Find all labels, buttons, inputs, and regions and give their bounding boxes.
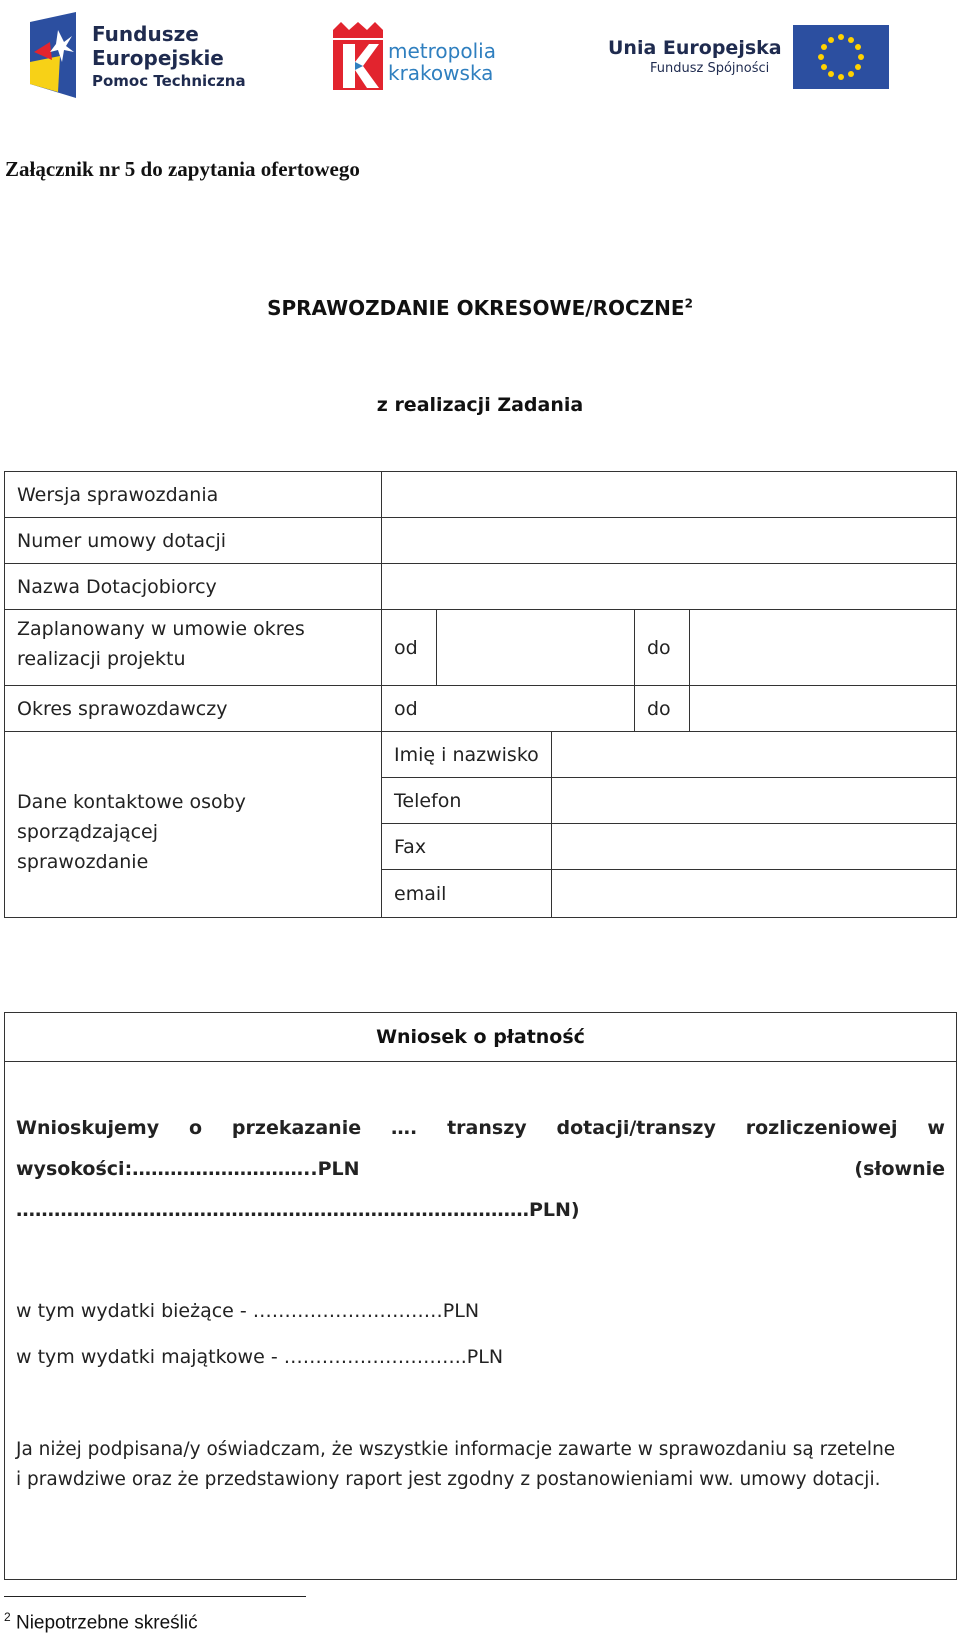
amount-in-words-field[interactable]: ………………………………………………………………………PLN) xyxy=(16,1199,580,1221)
fundusze-europejskie-logo-icon xyxy=(28,12,78,98)
name-label: Imię i nazwisko xyxy=(381,731,552,778)
beneficiary-value[interactable] xyxy=(381,563,957,610)
fax-label: Fax xyxy=(381,823,552,870)
unia-line1: Unia Europejska xyxy=(608,37,782,59)
planned-to-label: do xyxy=(634,609,690,686)
declaration-line1: Ja niżej podpisana/y oświadczam, że wszystkie informacje zawarte w sprawozdaniu są rzetelne xyxy=(16,1439,896,1460)
word: w xyxy=(927,1117,945,1139)
planned-period-line2: realizacji projektu xyxy=(17,648,186,670)
word: przekazanie xyxy=(231,1117,362,1139)
contract-no-value[interactable] xyxy=(381,517,957,564)
attachment-title: Załącznik nr 5 do zapytania ofertowego xyxy=(5,157,360,181)
footnote-text: Niepotrzebne skreślić xyxy=(15,1612,198,1634)
logo-bar xyxy=(0,0,960,110)
fundusze-line2: Europejskie xyxy=(92,46,224,70)
beneficiary-label: Nazwa Dotacjobiorcy xyxy=(4,563,382,610)
unia-line2: Fundusz Spójności xyxy=(650,61,770,76)
report-to-value[interactable] xyxy=(689,685,957,732)
planned-from-value[interactable] xyxy=(436,609,635,686)
report-from-label: od xyxy=(381,685,635,732)
planned-period-line1: Zaplanowany w umowie okres xyxy=(17,618,305,640)
declaration xyxy=(16,1435,945,1495)
version-label: Wersja sprawozdania xyxy=(4,471,382,518)
payment-section xyxy=(4,1012,957,1580)
report-subtitle: z realizacji Zadania xyxy=(376,394,584,416)
in-words-label: (słownie xyxy=(854,1158,945,1180)
metropolia-line2: krakowska xyxy=(388,61,494,85)
contact-label xyxy=(4,731,382,918)
fundusze-line1: Fundusze xyxy=(92,22,199,46)
contact-line1: Dane kontaktowe osoby sporządzającej xyxy=(17,791,246,843)
footnote-ref: 2 xyxy=(684,296,693,311)
phone-value[interactable] xyxy=(551,777,957,824)
word: Wnioskujemy xyxy=(16,1117,160,1139)
metropolia-line1: metropolia xyxy=(388,39,496,63)
word: …. xyxy=(390,1117,418,1139)
report-title-text: SPRAWOZDANIE OKRESOWE/ROCZNE xyxy=(267,296,685,320)
metropolia-krakowska-logo-icon xyxy=(333,22,383,90)
phone-label: Telefon xyxy=(381,777,552,824)
word: transzy xyxy=(447,1117,527,1139)
contact-line2: sprawozdanie xyxy=(17,851,149,873)
capital-expenses-line[interactable]: w tym wydatki majątkowe - ………………………..PLN xyxy=(16,1346,504,1368)
planned-to-value[interactable] xyxy=(689,609,957,686)
email-value[interactable] xyxy=(551,869,957,918)
footnote-rule xyxy=(4,1596,306,1597)
payment-heading: Wniosek o płatność xyxy=(5,1013,956,1062)
word: o xyxy=(188,1117,203,1139)
email-label: email xyxy=(381,869,552,918)
amount-field[interactable]: wysokości:………………………..PLN xyxy=(16,1158,360,1180)
eu-flag-icon xyxy=(793,25,889,89)
planned-period-label xyxy=(4,609,382,686)
word: rozliczeniowej xyxy=(745,1117,898,1139)
fundusze-line3: Pomoc Techniczna xyxy=(92,72,246,90)
fax-value[interactable] xyxy=(551,823,957,870)
fundusze-logo-text xyxy=(92,22,246,92)
payment-amount-line xyxy=(16,1158,945,1180)
contract-no-label: Numer umowy dotacji xyxy=(4,517,382,564)
name-value[interactable] xyxy=(551,731,957,778)
payment-request-line xyxy=(16,1117,945,1139)
declaration-line2: i prawdziwe oraz że przedstawiony raport jest zgodny z postanowieniami ww. umowy dotacji. xyxy=(16,1469,881,1490)
word: dotacji/transzy xyxy=(556,1117,716,1139)
planned-from-label: od xyxy=(381,609,437,686)
report-title xyxy=(0,296,960,320)
current-expenses-line[interactable]: w tym wydatki bieżące - …………………………PLN xyxy=(16,1300,480,1322)
footnote-number: 2 xyxy=(4,1610,11,1624)
unia-logo-text xyxy=(608,36,782,78)
report-period-label: Okres sprawozdawczy xyxy=(4,685,382,732)
footnote xyxy=(4,1610,198,1634)
version-value[interactable] xyxy=(381,471,957,518)
metropolia-logo-text xyxy=(388,40,496,84)
report-to-label: do xyxy=(634,685,690,732)
